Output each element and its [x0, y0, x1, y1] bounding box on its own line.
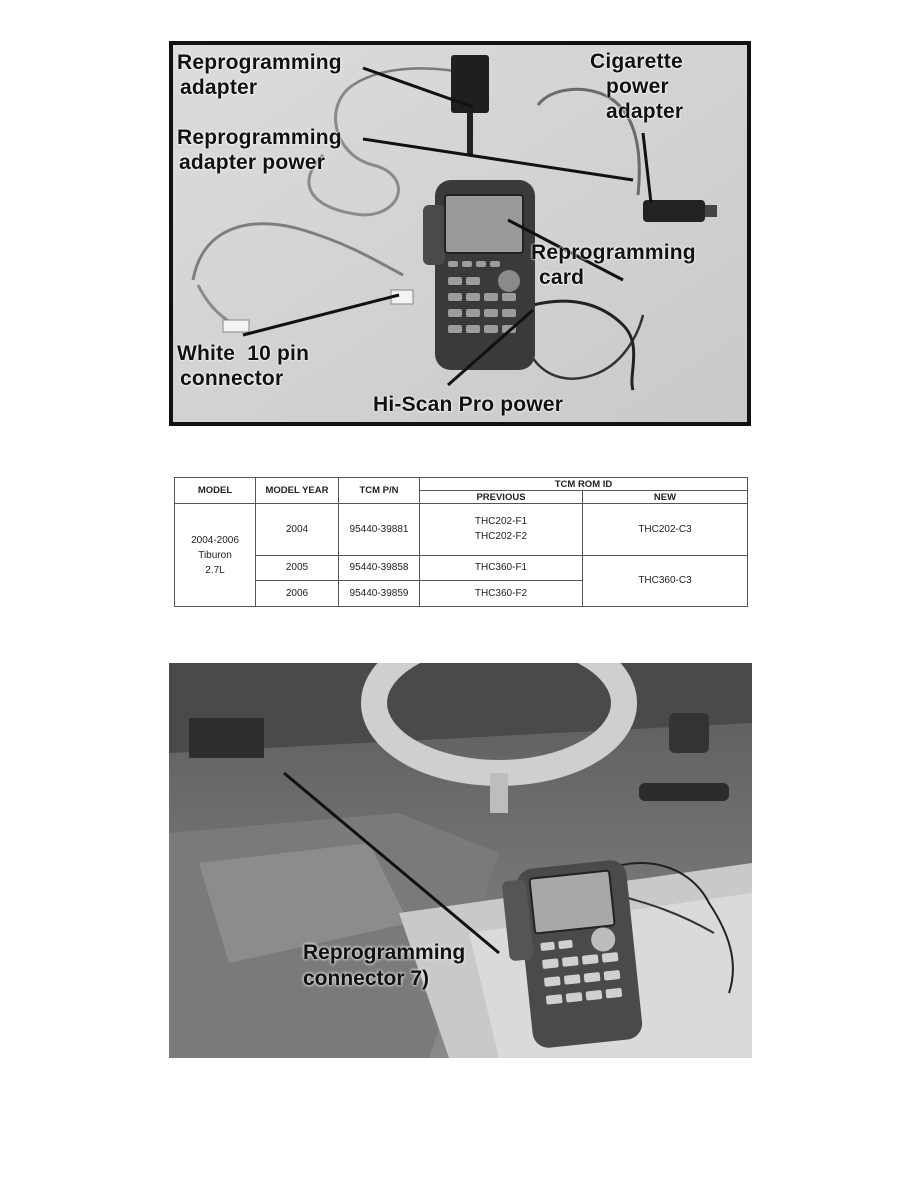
previous-rom-cell [420, 504, 583, 555]
label-reprogramming-adapter [177, 50, 342, 100]
label-reprogramming-card [531, 240, 696, 290]
table-row [175, 504, 748, 555]
year-cell: 2004 [256, 504, 339, 555]
label-line: adapter [180, 76, 258, 99]
label-line: card [539, 266, 585, 289]
equipment-photo [169, 41, 751, 426]
part-number-cell: 95440-39858 [339, 555, 420, 580]
label-line: White 10 pin [177, 342, 310, 365]
part-number-cell: 95440-39859 [339, 580, 420, 606]
header-previous: PREVIOUS [420, 491, 583, 504]
header-new: NEW [583, 491, 748, 504]
year-cell: 2005 [256, 555, 339, 580]
label-white-10-pin-connector [177, 341, 309, 391]
label-line: connector [180, 367, 284, 390]
year-cell: 2006 [256, 580, 339, 606]
model-line: 2.7L [205, 564, 225, 576]
label-reprogramming-connector [303, 940, 465, 992]
new-rom-cell: THC360-C3 [583, 555, 748, 606]
model-line: 2004-2006 [191, 534, 239, 546]
previous-rom-id: THC202-F1 [474, 516, 528, 528]
header-model-year: MODEL YEAR [256, 478, 339, 504]
label-line: Reprogramming [177, 126, 342, 149]
label-line: power [606, 75, 669, 98]
label-line: Reprogramming [303, 941, 466, 964]
label-line: connector 7) [303, 967, 430, 990]
label-line: adapter power [179, 151, 326, 174]
table-row [175, 555, 748, 580]
vehicle-interior-illustration [169, 663, 752, 1058]
new-rom-cell: THC202-C3 [583, 504, 748, 555]
part-number-cell: 95440-39881 [339, 504, 420, 555]
header-model: MODEL [175, 478, 256, 504]
tcm-rom-id-table [174, 477, 748, 607]
header-tcm-pn: TCM P/N [339, 478, 420, 504]
previous-rom-cell: THC360-F2 [420, 580, 583, 606]
model-line: Tiburon [198, 549, 232, 561]
header-tcm-rom-id: TCM ROM ID [420, 478, 748, 491]
label-hi-scan-pro-power: Hi-Scan Pro power [373, 393, 564, 416]
vehicle-connection-photo [169, 663, 752, 1058]
label-line: Reprogramming [177, 51, 342, 74]
label-reprogramming-adapter-power [177, 125, 342, 175]
model-cell [175, 504, 256, 607]
previous-rom-cell: THC360-F1 [420, 555, 583, 580]
label-line: Cigarette [590, 50, 683, 73]
label-line: Reprogramming [531, 241, 696, 264]
label-line: adapter [606, 100, 684, 123]
previous-rom-id: THC202-F2 [474, 531, 528, 543]
label-cigarette-power-adapter [590, 49, 683, 124]
